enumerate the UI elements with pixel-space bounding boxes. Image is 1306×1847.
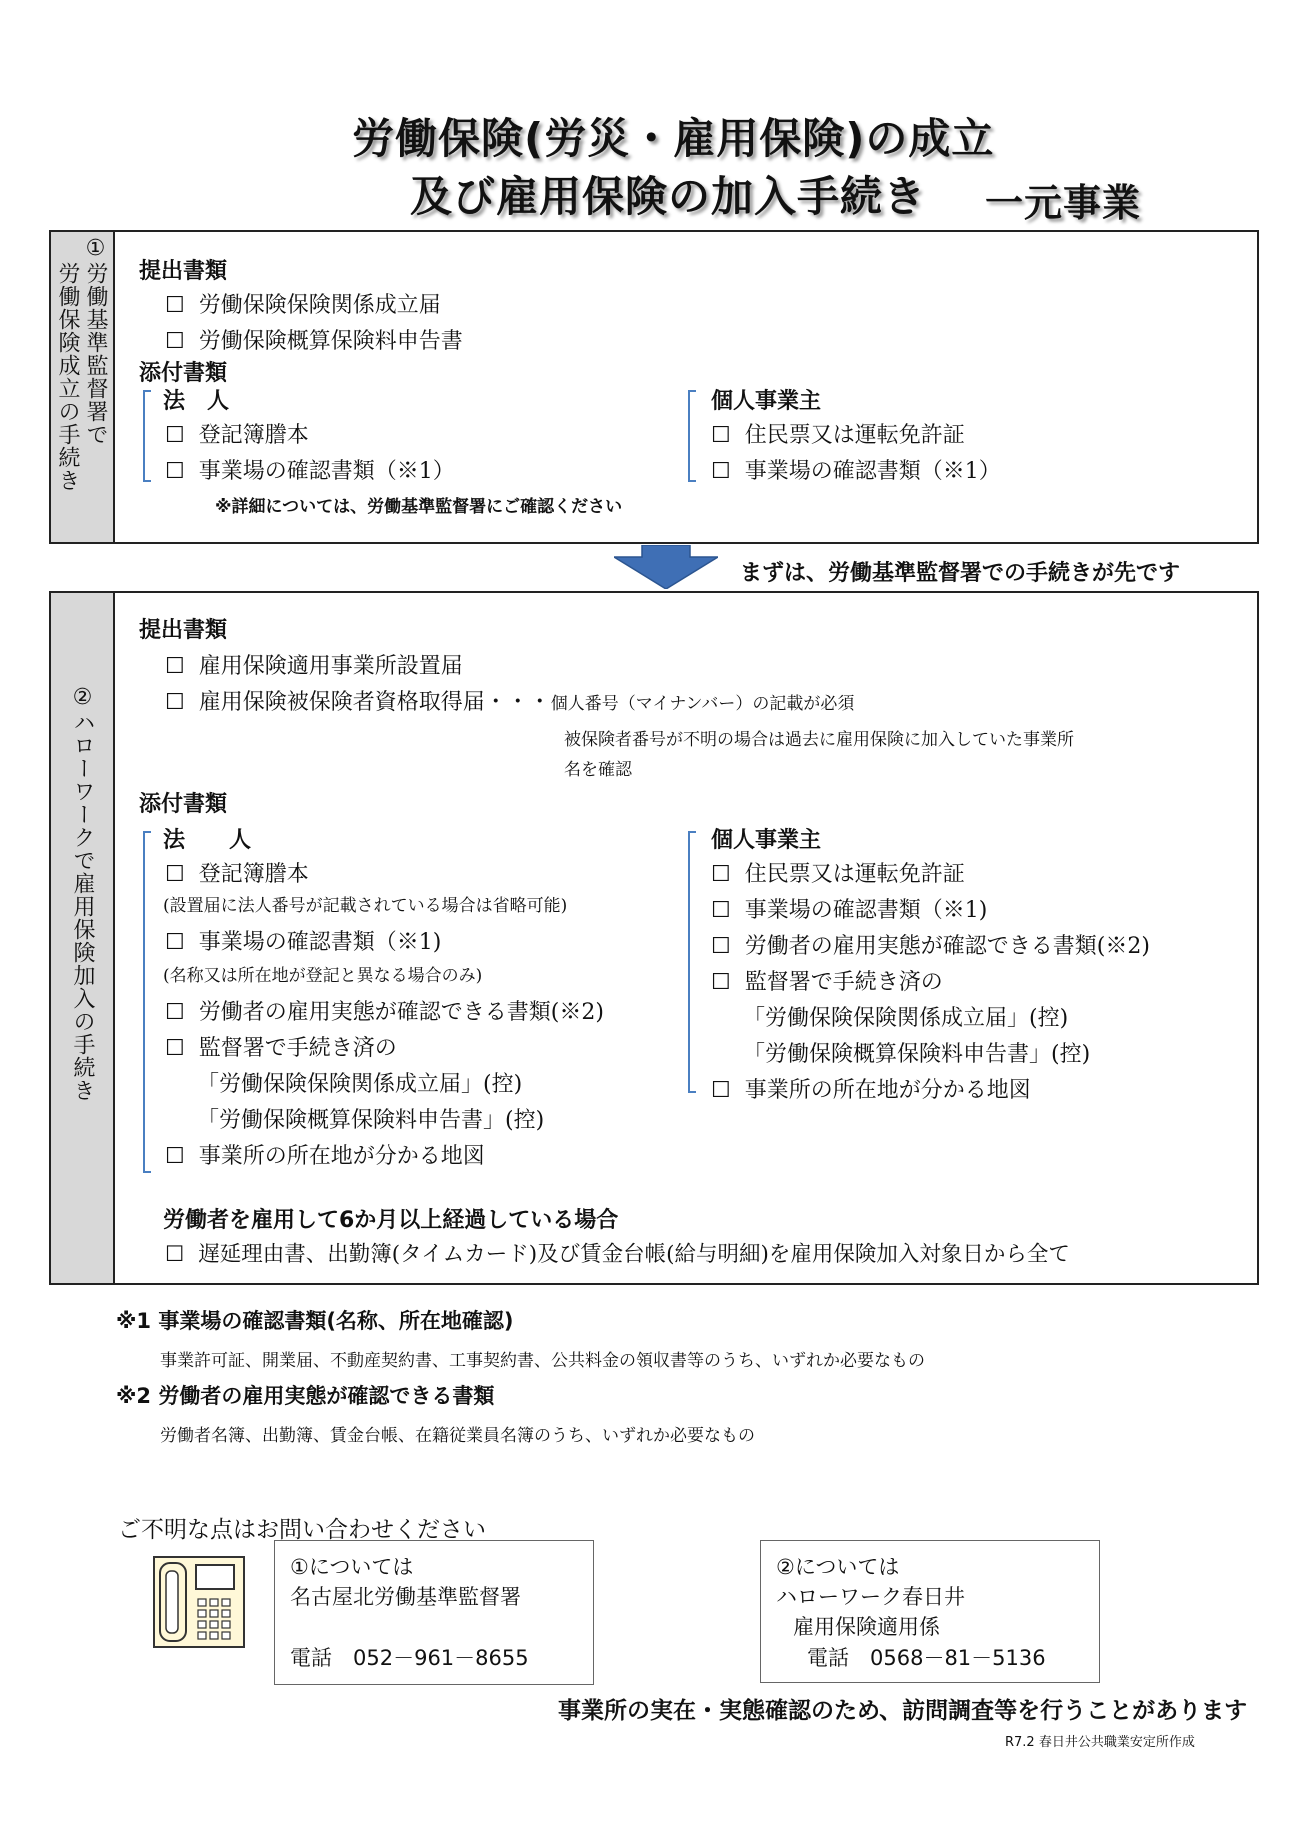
item-label: 事業場の確認書類（※1)	[198, 930, 442, 955]
checkbox-icon: ☐	[711, 862, 731, 887]
contact2-phone: 電話 0568－81－5136	[807, 1646, 1046, 1670]
contact-box-labor-standards	[274, 1540, 594, 1685]
checkbox-icon: ☐	[165, 862, 185, 887]
item-label: 登記簿謄本	[198, 862, 309, 887]
telephone-icon	[152, 1555, 246, 1649]
section2-corp-item	[165, 1139, 485, 1170]
section1-submit-heading: 提出書類	[139, 259, 228, 284]
contact-heading: ご不明な点はお問い合わせください	[118, 1517, 486, 1543]
section2-indiv-item	[711, 965, 943, 996]
item-label: 登記簿謄本	[198, 423, 309, 448]
contact-box-hello-work	[760, 1540, 1100, 1683]
item-sub: 「労働保険概算保険料申告書」(控)	[743, 1042, 1091, 1067]
contact1-office: 名古屋北労働基準監督署	[290, 1585, 521, 1609]
contact1-label: ①については	[290, 1555, 414, 1579]
section1-attach-heading: 添付書類	[139, 361, 228, 386]
section2-indiv-heading: 個人事業主	[711, 828, 822, 853]
item-sub: 「労働保険概算保険料申告書」(控)	[197, 1108, 545, 1133]
section2-submit-item	[165, 649, 463, 680]
checkbox-icon: ☐	[165, 423, 185, 448]
footnote1-heading: ※1 事業場の確認書類(名称、所在地確認)	[116, 1309, 514, 1333]
section1-side-col2: 労働保険成立の手続き	[55, 262, 80, 492]
item-note: (設置届に法人番号が記載されている場合は省略可能)	[163, 896, 568, 916]
business-type-tag: 一元事業	[985, 181, 1142, 225]
footnote1-text: 事業許可証、開業届、不動産契約書、工事契約書、公共料金の領収書等のうち、いずれか必要なもの	[160, 1351, 925, 1371]
section2-submit-item	[165, 685, 854, 716]
item-note: 個人番号（マイナンバー）の記載が必須	[550, 694, 855, 714]
checkbox-icon: ☐	[165, 930, 185, 955]
section2-indiv-item	[711, 929, 1150, 960]
item-note: (名称又は所在地が登記と異なる場合のみ)	[163, 966, 483, 986]
checkbox-icon: ☐	[711, 423, 731, 448]
item-label: 監督署で手続き済の	[744, 970, 943, 995]
section-hello-work	[49, 591, 1259, 1285]
contact2-office: ハローワーク春日井	[776, 1585, 965, 1609]
item-label: 労働者の雇用実態が確認できる書類(※2)	[198, 1000, 604, 1025]
section2-indiv-item	[711, 857, 965, 888]
section2-late-item	[165, 1237, 1070, 1268]
item-label: 事業場の確認書類（※1）	[744, 459, 1001, 484]
footnote2-text: 労働者名簿、出勤簿、賃金台帳、在籍従業員名簿のうち、いずれか必要なもの	[160, 1426, 755, 1446]
section1-indiv-heading: 個人事業主	[711, 389, 822, 414]
item-note: 名を確認	[564, 760, 632, 780]
item-label: 労働保険概算保険料申告書	[198, 329, 463, 354]
section1-detail-note: ※詳細については、労働基準監督署にご確認ください	[215, 497, 623, 517]
credit-line: R7.2 春日井公共職業安定所作成	[1005, 1735, 1195, 1750]
section2-attach-heading: 添付書類	[139, 792, 228, 817]
checkbox-icon: ☐	[711, 970, 731, 995]
checkbox-icon: ☐	[165, 329, 185, 354]
item-label: 遅延理由書、出勤簿(タイムカード)及び賃金台帳(給与明細)を雇用保険加入対象日から全て	[198, 1242, 1070, 1267]
visit-notice: 事業所の実在・実態確認のため、訪問調査等を行うことがあります	[558, 1698, 1248, 1724]
item-label: 労働者の雇用実態が確認できる書類(※2)	[744, 934, 1150, 959]
item-label: 事業所の所在地が分かる地図	[198, 1144, 485, 1169]
section1-corp-heading: 法 人	[163, 389, 230, 414]
section2-late-heading: 労働者を雇用して6か月以上経過している場合	[163, 1208, 619, 1233]
section1-corp-bracket	[143, 390, 151, 482]
checkbox-icon: ☐	[165, 459, 185, 484]
section1-submit-item	[165, 324, 463, 355]
checkbox-icon: ☐	[711, 1078, 731, 1103]
item-note: 被保険者番号が不明の場合は過去に雇用保険に加入していた事業所	[564, 730, 1074, 750]
item-label: 事業場の確認書類（※1）	[198, 459, 455, 484]
checkbox-icon: ☐	[165, 690, 185, 715]
checkbox-icon: ☐	[165, 1144, 185, 1169]
item-label: 住民票又は運転免許証	[744, 423, 965, 448]
checkbox-icon: ☐	[711, 459, 731, 484]
page-title-line1: 労働保険(労災・雇用保険)の成立	[352, 114, 995, 163]
down-arrow-icon	[614, 545, 718, 589]
item-label: 労働保険保険関係成立届	[198, 293, 441, 318]
item-label: 雇用保険適用事業所設置届	[198, 654, 463, 679]
section1-indiv-item	[711, 454, 1001, 485]
checkbox-icon: ☐	[165, 1000, 185, 1025]
section2-corp-item	[165, 1031, 397, 1062]
section1-corp-item	[165, 454, 455, 485]
section2-corp-item	[165, 857, 309, 888]
procedure-order-note: まずは、労働基準監督署での手続きが先です	[740, 561, 1181, 586]
section2-corp-item	[165, 995, 604, 1026]
section2-side-label	[51, 593, 115, 1283]
contact2-label: ②については	[776, 1555, 900, 1579]
item-label: 雇用保険被保険者資格取得届・・・	[198, 690, 551, 715]
item-sub: 「労働保険保険関係成立届」(控)	[197, 1072, 523, 1097]
section2-corp-bracket	[143, 831, 151, 1173]
item-label: 事業場の確認書類（※1)	[744, 898, 988, 923]
item-label: 監督署で手続き済の	[198, 1036, 397, 1061]
contact2-department: 雇用保険適用係	[793, 1615, 940, 1639]
section1-side-col1: ①労働基準監督署で	[83, 236, 108, 446]
section2-corp-item	[165, 925, 441, 956]
section2-indiv-item	[711, 1073, 1031, 1104]
section2-side-col: ②ハローワークで雇用保険加入の手続き	[70, 685, 95, 1102]
checkbox-icon: ☐	[711, 898, 731, 923]
section1-indiv-bracket	[688, 390, 696, 482]
section2-submit-heading: 提出書類	[139, 618, 228, 643]
section2-indiv-item	[711, 893, 987, 924]
section1-side-label	[51, 232, 115, 542]
checkbox-icon: ☐	[711, 934, 731, 959]
checkbox-icon: ☐	[165, 654, 185, 679]
item-label: 事業所の所在地が分かる地図	[744, 1078, 1031, 1103]
section-labor-standards	[49, 230, 1259, 544]
section2-corp-heading: 法 人	[163, 828, 252, 853]
item-sub: 「労働保険保険関係成立届」(控)	[743, 1006, 1069, 1031]
footnote2-heading: ※2 労働者の雇用実態が確認できる書類	[116, 1384, 495, 1408]
contact1-phone: 電話 052－961－8655	[290, 1646, 529, 1670]
checkbox-icon: ☐	[165, 293, 185, 318]
item-label: 住民票又は運転免許証	[744, 862, 965, 887]
checkbox-icon: ☐	[165, 1242, 185, 1267]
section1-submit-item	[165, 288, 441, 319]
section1-corp-item	[165, 418, 309, 449]
page-title-line2: 及び雇用保険の加入手続き	[410, 172, 927, 221]
section2-indiv-bracket	[688, 831, 696, 1093]
section1-indiv-item	[711, 418, 965, 449]
checkbox-icon: ☐	[165, 1036, 185, 1061]
